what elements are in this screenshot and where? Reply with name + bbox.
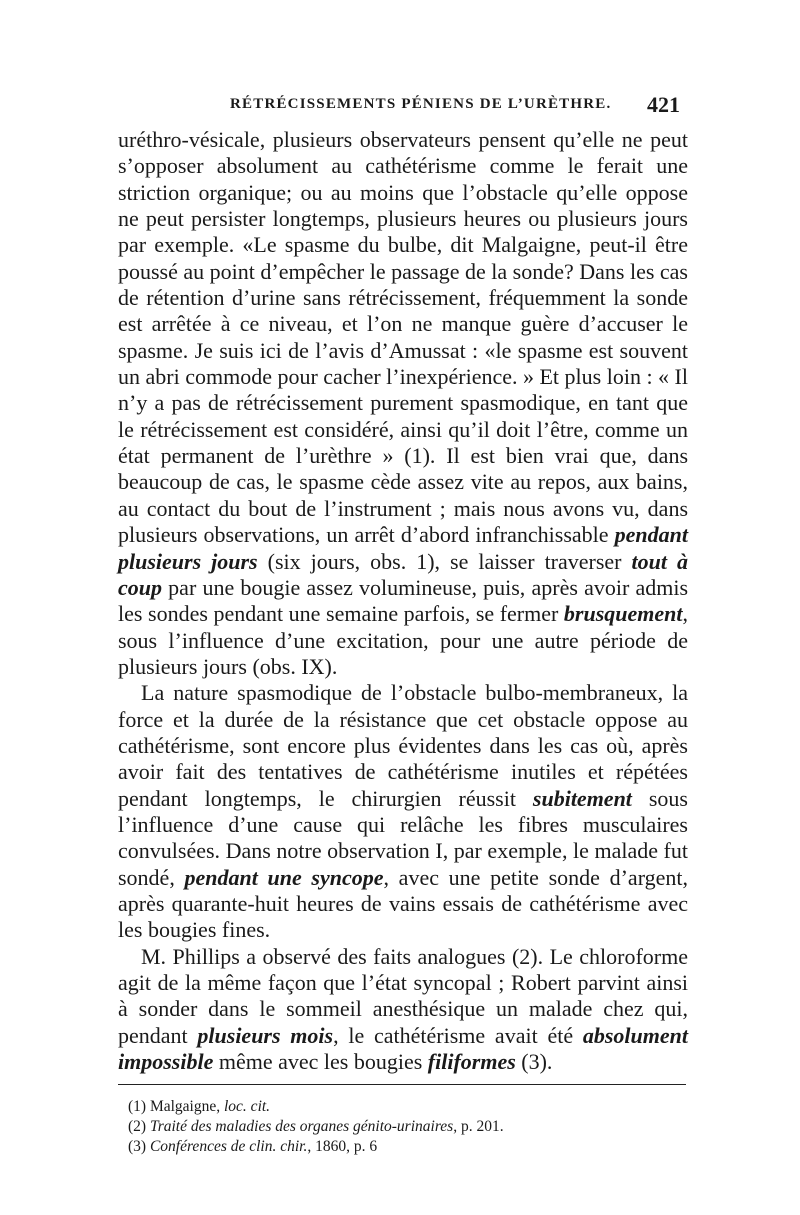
text-run: , le cathétérisme avait été [333, 1022, 583, 1048]
text-run: (3). [515, 1049, 553, 1075]
footnote-italic: Conférences de clin. chir. [149, 1138, 308, 1155]
footnote-3 [128, 1137, 688, 1157]
text-run: sous l’influence d’une cause qui relâche les fibres musculaires convulsées. Dans notre observation I, par exemple, le malade fut sondé, [118, 785, 688, 890]
running-title: RÉTRÉCISSEMENTS PÉNIENS DE L’URÈTHRE. [230, 96, 612, 112]
paragraph-1 [118, 127, 688, 680]
text-run: , avec une petite sonde d’argent, après quarante-huit heures de vains essais de cathétérisme avec les bougies fines. [118, 864, 688, 943]
text-run: M. Phillips a observé des faits analogues (2). Le chloroforme agit de la même façon que l’état syncopal ; Robert parvint ainsi à sonder dans le sommeil anesthésique un malade chez qui, pendant [118, 943, 688, 1048]
emphasis: absolument impossible [118, 1022, 688, 1075]
footnote-italic: Traité des maladies des organes génito-urinaires [149, 1118, 454, 1135]
paragraph-2 [118, 680, 688, 943]
emphasis: pendant une syncope [184, 864, 384, 890]
paragraph-3 [118, 944, 688, 1076]
footnote-number: (3) [128, 1138, 147, 1155]
footnote-text: Malgaigne, [146, 1098, 224, 1115]
page-number: 421 [647, 92, 680, 117]
footnote-tail: , p. 201. [453, 1118, 504, 1135]
emphasis: filiformes [427, 1049, 516, 1075]
text-run: même avec les bougies [213, 1049, 428, 1075]
emphasis: pendant plusieurs jours [118, 522, 688, 574]
footnotes [128, 1097, 688, 1157]
footnote-italic: loc. cit. [224, 1098, 271, 1115]
footnote-tail: , 1860, p. 6 [307, 1138, 378, 1155]
emphasis: brusquement [563, 601, 683, 627]
text-run: uréthro-vésicale, plusieurs observateurs pensent qu’elle ne peut s’opposer absolument au cathétérisme comme le ferait une striction organique; ou au moins que l’obstacle qu’elle oppose ne peut persister longtemps, plusieurs heures ou plusieurs jours par exemple. «Le spasme du bulbe, dit Malgaigne, peut-il être poussé au point d’empêcher le passage de la sonde? Dans les cas de rétention d’urine sans rétrécissement, fréquemment la sonde est arrêtée à ce niveau, et l’on ne manque guère d’accuser le spasme. Je suis ici de l’avis d’Amussat : «le spasme est souvent un abri commode pour cacher l’inexpérience. » Et plus loin : « Il n’y a pas de rétrécissement purement spasmodique, en tant que le rétrécissement est considéré, ainsi qu’il doit l’être, comme un état permanent de l’urèthre » (1). Il est bien vrai que, dans beaucoup de cas, le spasme cède assez vite au repos, aux bains, au contact du bout de l’instrument ; mais nous avons vu, dans plusieurs observations, un arrêt d’abord infranchissable [118, 127, 688, 548]
emphasis: subitement [532, 785, 632, 811]
text-run: La nature spasmodique de l’obstacle bulbo-membraneux, la force et la durée de la résistance que cet obstacle oppose au cathétérisme, sont encore plus évidentes dans les cas où, après avoir fait des tentatives de cathétérisme inutiles et répétées pendant longtemps, le chirurgien réussit [118, 680, 688, 811]
body-text [118, 127, 688, 1075]
text-run: (six jours, obs. 1), se laisser traverser [257, 548, 632, 574]
emphasis: plusieurs mois [197, 1022, 334, 1048]
text-run: par une bougie assez volumineuse, puis, après avoir admis les sondes pendant une semaine parfois, se fermer [118, 574, 688, 627]
running-head [118, 92, 688, 120]
text-run: , sous l’influence d’une excitation, pour une autre période de plusieurs jours (obs. IX). [118, 601, 688, 679]
footnote-number: (2) [128, 1118, 147, 1135]
footnote-2 [128, 1117, 688, 1137]
emphasis: tout à coup [118, 548, 688, 600]
footnote-number: (1) [128, 1098, 147, 1115]
footnote-1 [128, 1097, 688, 1117]
footnote-divider [118, 1084, 686, 1085]
